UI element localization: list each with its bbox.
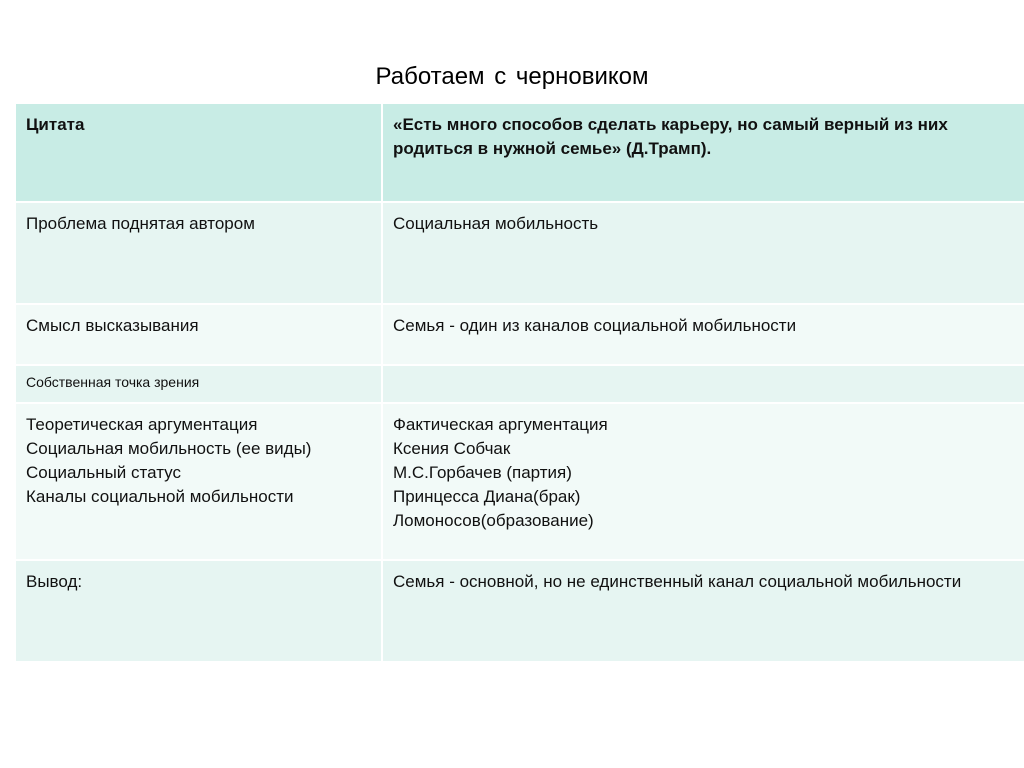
table-cell-quote-label: Цитата [16, 104, 381, 203]
table-cell-quote-value: «Есть много способов сделать карьеру, но самый верный из них родиться в нужной семье» (Д.Трамп). [383, 104, 1024, 203]
fact-line: Ломоносов(образование) [393, 511, 594, 530]
table-cell-conclusion-value: Семья - основной, но не единственный канал социальной мобильности [383, 561, 1024, 661]
table-cell-conclusion-label: Вывод: [16, 561, 381, 661]
table-cell-fact-arguments [383, 404, 1024, 561]
table-cell-meaning-value: Семья - один из каналов социальной мобильности [383, 305, 1024, 366]
table-cell-problem-label: Проблема поднятая автором [16, 203, 381, 305]
table-cell-theory-arguments [16, 404, 381, 561]
fact-line: Принцесса Диана(брак) [393, 487, 581, 506]
table-cell-viewpoint-value [383, 366, 1024, 404]
theory-line: Социальная мобильность (ее виды) [26, 439, 312, 458]
table-cell-meaning-label: Смысл высказывания [16, 305, 381, 366]
argument-table [16, 104, 1022, 661]
theory-line: Теоретическая аргументация [26, 415, 258, 434]
slide-title: Работаем с черновиком [375, 63, 649, 90]
theory-line: Социальный статус [26, 463, 181, 482]
table-cell-problem-value: Социальная мобильность [383, 203, 1024, 305]
table-cell-viewpoint-label: Собственная точка зрения [16, 366, 381, 404]
theory-line: Каналы социальной мобильности [26, 487, 294, 506]
fact-line: Фактическая аргументация [393, 415, 608, 434]
fact-line: Ксения Собчак [393, 439, 511, 458]
fact-line: М.С.Горбачев (партия) [393, 463, 572, 482]
